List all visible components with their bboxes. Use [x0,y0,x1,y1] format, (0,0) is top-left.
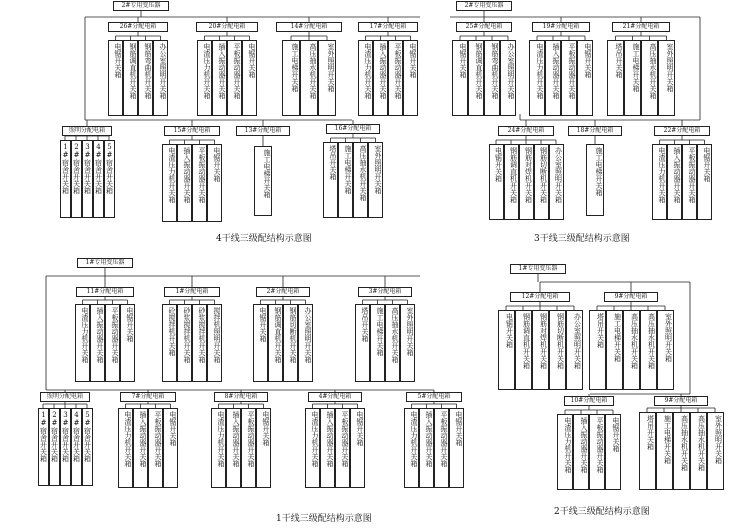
switch-box: 高压抽水机开关箱 [623,310,640,390]
switch-box: 插入振动器开关箱 [133,408,148,488]
diagram-caption: 1干线三级配结构示意图 [276,514,372,524]
switch-box: 施工电梯开关箱 [370,304,385,382]
switch-box: 施工电梯开关箱 [606,310,623,390]
distribution-box-label: 22#分配电箱 [654,126,710,136]
distribution-box-label: 4#分配电箱 [308,392,362,402]
switch-box: 插入振动器开关箱 [667,144,682,220]
switch-box: 钢筋对焊机开关箱 [532,310,549,390]
switch-box: 办公室照明开关箱 [549,144,564,220]
switch-box: 平板振动器开关箱 [388,40,403,116]
switch-box: 插入振动器开关箱 [419,408,434,488]
switch-box: 电锯开关箱 [350,408,365,488]
distribution-box-label: 15#分配电箱 [164,126,220,136]
distribution-box-label: 3#分配电箱 [358,287,412,297]
switch-box: 施工电梯开关箱 [338,142,353,218]
switch-box: 钢筋调直机开关箱 [268,304,283,382]
switch-box: 1#宿舍开关箱 [38,408,49,486]
switch-box: 室外照明开关箱 [658,40,675,116]
switch-box: 电渣压力机开关箱 [557,414,573,490]
switch-box: 电锯开关箱 [256,408,271,488]
distribution-box-label: 8#分配电箱 [214,392,268,402]
distribution-box-label: 9#分配电箱 [604,292,658,302]
switch-box: 钢筋切断机开关箱 [549,310,566,390]
switch-box: 平板振动器开关箱 [561,40,577,116]
switch-box: 施工电梯开关箱 [624,40,641,116]
switch-box: 平板振动器开关箱 [682,144,697,220]
switch-box: 电锯开关箱 [697,144,712,220]
distribution-box-label: 19#分配电箱 [532,22,590,32]
distribution-box-label: 5#分配电箱 [406,392,462,402]
distribution-box-label: 20#分配电箱 [196,22,258,32]
switch-box: 3#宿舍开关箱 [60,408,71,486]
switch-box: 室外照明开关箱 [400,304,415,382]
switch-box: 电渣压力机开关箱 [211,408,226,488]
switch-box: 塔吊开关箱 [589,310,606,390]
switch-box: 施工电梯开关箱 [586,144,604,216]
distribution-box-label: 9#分配电箱 [654,396,708,406]
switch-box: 施工电梯开关箱 [656,412,673,490]
switch-box: 电锯开关箱 [242,40,257,116]
switch-box: 办公室照明开关箱 [298,304,313,382]
switch-box: 塔吊开关箱 [607,40,624,116]
switch-box: 平板振动器开关箱 [227,40,242,116]
switch-box: 钢筋调直机开关箱 [468,40,484,116]
switch-box: 施工电梯开关箱 [282,40,300,116]
switch-box: 室外照明开关箱 [657,310,674,390]
distribution-box-label: 1#分配电箱 [164,287,220,297]
switch-box: 办公室照明开关箱 [153,40,168,116]
distribution-box-label: 21#分配电箱 [612,22,670,32]
switch-box: 平板振动器开关箱 [192,144,207,222]
distribution-box-label: 11#分配电箱 [76,287,134,297]
distribution-box-label: 24#分配电箱 [498,126,554,136]
switch-box: 钢筋调直机开关箱 [123,40,138,116]
switch-box: 钢筋弯曲机开关箱 [484,40,500,116]
switch-box: 电渣压力机开关箱 [358,40,373,116]
distribution-box-label: 12#分配电箱 [510,292,570,302]
switch-box: 高压抽水机开关箱 [641,40,658,116]
switch-box: 电锯开关箱 [403,40,418,116]
switch-box: 1#宿舍开关箱 [60,140,71,218]
switch-box: 高压抽水机开关箱 [673,412,690,490]
switch-box: 平板振动器开关箱 [241,408,256,488]
switch-box: 办公室照明开关箱 [566,310,583,390]
distribution-box-label: 13#分配电箱 [236,126,290,136]
switch-box: 电锯开关箱 [207,144,222,222]
switch-box: 室外照明开关箱 [318,40,336,116]
switch-box: 高压抽水机开关箱 [385,304,400,382]
switch-box: 2#宿舍开关箱 [49,408,60,486]
switch-box: 塔吊开关箱 [355,304,370,382]
switch-box: 平板振动器开关箱 [589,414,605,490]
switch-box: 砂浆搅拌机开关箱 [177,304,192,382]
diagram-caption: 4干线三级配结构示意图 [216,234,312,244]
switch-box: 塔吊开关箱 [639,412,656,490]
switch-box: 插入振动器开关箱 [226,408,241,488]
switch-box: 电锯开关箱 [108,40,123,116]
switch-box: 电渣压力机开关箱 [652,144,667,220]
switch-box: 平板振动器开关箱 [105,304,120,382]
switch-box: 电渣压力机开关箱 [162,144,177,222]
distribution-box-label: 10#分配电箱 [564,396,614,406]
switch-box: 钢筋切断机开关箱 [283,304,298,382]
switch-box: 电锯开关箱 [449,408,464,488]
switch-box: 高压抽水机开关箱 [353,142,368,218]
switch-box: 插入振动器开关箱 [90,304,105,382]
switch-box: 钢筋调直机开关箱 [515,310,532,390]
distribution-box-label: 18#分配电箱 [568,126,622,136]
switch-box: 高压抽水机开关箱 [300,40,318,116]
switch-box: 插入振动器开关箱 [545,40,561,116]
switch-box: 钢筋调直机开关箱 [504,144,519,220]
switch-box: 平板振动器开关箱 [335,408,350,488]
switch-box: 高压抽水机开关箱 [690,412,707,490]
switch-box: 电锯开关箱 [577,40,593,116]
switch-box: 室外照明开关箱 [707,412,724,490]
switch-box: 电锯开关箱 [163,408,178,488]
switch-box: 施工电梯开关箱 [254,146,272,216]
switch-box: 电锯开关箱 [605,414,621,490]
switch-box: 插入振动器开关箱 [177,144,192,222]
distribution-box-label: 7#分配电箱 [120,392,176,402]
distribution-box-label: 17#分配电箱 [358,22,418,32]
switch-box: 平板振动器开关箱 [434,408,449,488]
switch-box: 电渣压力机开关箱 [197,40,212,116]
switch-box: 钢筋弯曲机开关箱 [138,40,153,116]
switch-box: 电渣压力机开关箱 [305,408,320,488]
switch-box: 电渣压力机开关箱 [404,408,419,488]
diagram-caption: 2干线三级配结构示意图 [554,507,650,517]
switch-box: 电渣压力机开关箱 [75,304,90,382]
switch-box: 砂浆搅拌机开关箱 [192,304,207,382]
distribution-box-label: 照明分配电箱 [62,126,112,136]
switch-box: 电渣压力机开关箱 [529,40,545,116]
switch-box: 塔吊开关箱 [323,142,338,218]
distribution-box-label: 25#分配电箱 [456,22,512,32]
switch-box: 插入振动器开关箱 [373,40,388,116]
transformer-box: 1#专用变压器 [510,264,566,274]
switch-box: 2#宿舍开关箱 [71,140,82,218]
switch-box: 高压抽水机开关箱 [640,310,657,390]
distribution-box-label: 16#分配电箱 [326,124,380,134]
switch-box: 搅拌机照明开关箱 [207,304,222,382]
switch-box: 平板振动器开关箱 [148,408,163,488]
switch-box: 砼搅拌机开关箱 [162,304,177,382]
switch-box: 3#宿舍开关箱 [82,140,93,218]
switch-box: 电渣压力机开关箱 [118,408,133,488]
switch-box: 电锯开关箱 [120,304,135,382]
switch-box: 插入振动器开关箱 [573,414,589,490]
switch-box: 室外照明开关箱 [368,142,383,218]
transformer-box: 2#专用变压器 [113,1,169,11]
distribution-box-label: 2#分配电箱 [256,287,310,297]
switch-box: 4#宿舍开关箱 [71,408,82,486]
switch-box: 钢筋切断机开关箱 [534,144,549,220]
switch-box: 电锯开关箱 [452,40,468,116]
switch-box: 钢筋对焊机开关箱 [519,144,534,220]
switch-box: 电锯开关箱 [498,310,515,390]
transformer-box: 1#专用变压器 [77,258,133,268]
switch-box: 插入振动器开关箱 [212,40,227,116]
diagram-caption: 3干线三级配结构示意图 [534,234,630,244]
switch-box: 电锯开关箱 [489,144,504,220]
transformer-box: 2#专用变压器 [456,1,512,11]
distribution-box-label: 26#分配电箱 [108,22,168,32]
switch-box: 办公室照明开关箱 [500,40,516,116]
distribution-box-label: 14#分配电箱 [276,22,342,32]
distribution-box-label: 照明分配电箱 [40,392,90,402]
switch-box: 电锯开关箱 [253,304,268,382]
switch-box: 插入振动器开关箱 [320,408,335,488]
switch-box: 4#宿舍开关箱 [93,140,104,218]
switch-box: 5#宿舍开关箱 [104,140,115,218]
switch-box: 5#宿舍开关箱 [82,408,93,486]
